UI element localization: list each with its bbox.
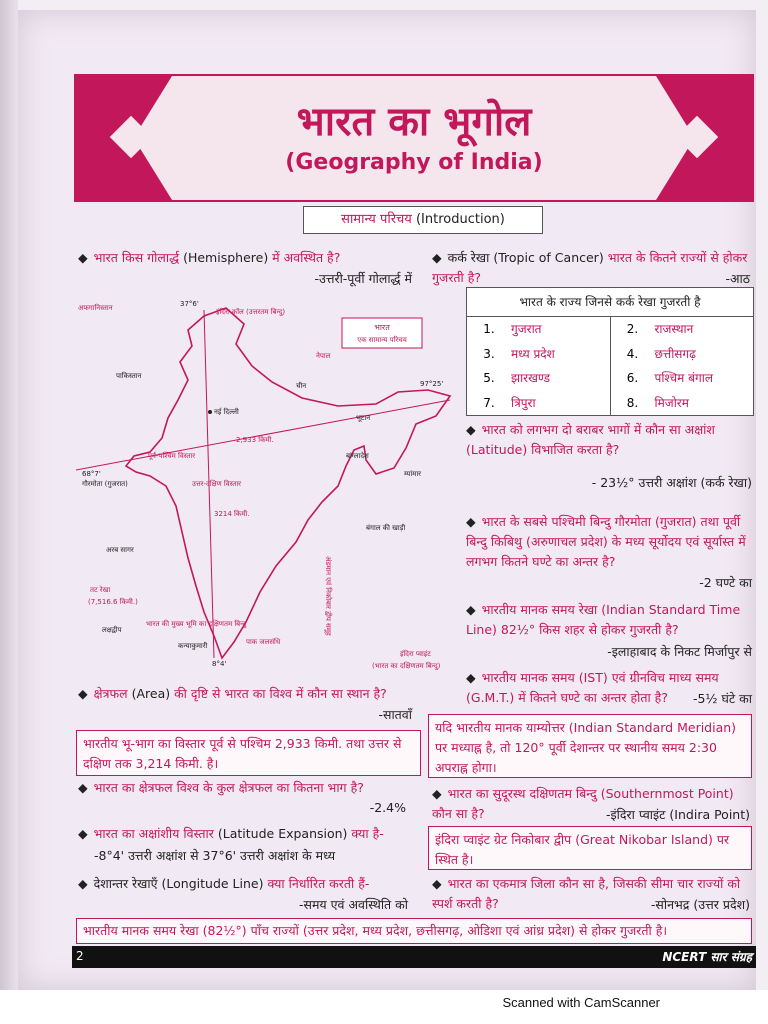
question-sonbhadra: ◆ भारत का एकमात्र जिला कौन सा है, जिसकी सीमा चार राज्यों को स्पर्श करती है? [432,876,741,911]
label-east: 97°25' [420,380,444,388]
question-southernmost: ◆ भारत का सुदूरस्थ दक्षिणतम बिन्दु (Southernmost Point) कौन सा है? [432,786,734,821]
question-ist-gmt: ◆ भारतीय मानक समय (IST) एवं ग्रीनविच माध्य समय (G.M.T.) में कितने घण्टे का अन्तर होता है? [466,670,719,705]
title-banner [74,74,754,202]
answer-southernmost: -इंदिरा प्वाइंट (Indira Point) [606,807,750,822]
label-afghan: अफगानिस्तान [78,304,113,312]
question-tropic: ◆ कर्क रेखा (Tropic of Cancer) भारत के कितने राज्यों से होकर गुजरती है? [432,250,748,285]
question-ist-line: ◆ भारतीय मानक समय रेखा (Indian Standard Time Line) 82½° किस शहर से होकर गुजरती है? [466,602,741,637]
question-longitude: ◆ देशान्तर रेखाएँ (Longitude Line) क्या निर्धारित करती हैं- [78,876,370,891]
answer-area-share: -2.4% [369,800,406,815]
map-title: भारत [374,323,390,332]
label-guj: गौरमोता (गुजरात) [82,480,128,488]
page-footer [72,946,756,968]
chapter-title: भारत का भूगोल [296,98,532,145]
label-lak: लक्षद्वीप [102,626,122,634]
india-map [76,296,454,686]
answer-divide: - 23½° उत्तरी अक्षांश (कर्क रेखा) [591,475,752,490]
tropic-states-table [466,287,754,416]
answer-latitude: -8°4' उत्तरी अक्षांश से 37°6' उत्तरी अक्षांश के मध्य [94,848,336,863]
delhi-dot [208,410,212,414]
label-bangla: बांग्लादेश [346,452,369,460]
question-latitude: ◆ भारत का अक्षांशीय विस्तार (Latitude Expansion) क्या है- [78,826,384,841]
question-sunrise: ◆ भारत के सबसे पश्चिमी बिन्दु गौरमोता (गुजरात) तथा पूर्वी बिन्दु किबिथु (अरुणाचल प्रदेश) के मध्य सूर्योदय एवं सूर्यास्त में लगभग कितने घण्टे का अन्तर है? [466,514,746,569]
label-ns: उत्तर-दक्षिण विस्तार [192,480,241,488]
label-bay: बंगाल की खाड़ी [366,524,406,532]
label-south: 8°4' [212,660,227,668]
question-divide: ◆ भारत को लगभग दो बराबर भागों में कौन सा अक्षांश (Latitude) विभाजित करता है? [466,422,715,457]
info-box-indira: इंदिरा प्वाइंट ग्रेट निकोबार द्वीप (Great Nikobar Island) पर स्थित है। [428,826,752,870]
label-myanmar: म्यांमार [404,470,422,478]
label-bhutan: भूटान [356,414,371,422]
chapter-subtitle: (Geography of India) [285,150,543,175]
question-area: ◆ क्षेत्रफल (Area) की दृष्टि से भारत का विश्व में कौन सा स्थान है? [78,686,387,701]
label-pak: पाकिस्तान [116,372,142,380]
answer-ist-gmt: -5½ घंटे का [692,691,752,706]
label-ew-val: 2,933 किमी. [236,436,274,444]
section-heading: सामान्य परिचय (Introduction) [303,206,543,234]
table-row: 1. गुजरात 2. राजस्थान [467,317,753,342]
scanner-watermark: Scanned with CamScanner [502,995,660,1010]
table-row: 3. मध्य प्रदेश 4. छत्तीसगढ़ [467,342,753,367]
info-box-ist-states: भारतीय मानक समय रेखा (82½°) पाँच राज्यों (उत्तर प्रदेश, मध्य प्रदेश, छत्तीसगढ़, ओडिशा एवं आंध्र प्रदेश) से होकर गुजरती है। [76,918,752,944]
map-subtitle: एक सामान्य परिचय [357,336,407,344]
label-north: 37°6' [180,300,199,308]
label-indira: इंदिरा प्वाइंट [400,650,431,658]
answer-tropic: -आठ [725,271,750,286]
label-andaman: अंडमान एवं निकोबार द्वीप समूह [324,556,332,636]
india-outline [126,308,450,658]
answer-area: -सातवाँ [378,707,412,722]
label-coast: तट रेखा [90,586,111,594]
label-china: चीन [296,382,307,390]
table-row: 5. झारखण्ड 6. पश्चिम बंगाल [467,366,753,391]
label-north-note: इंदिरा कॉल (उत्तरतम बिन्दु) [216,308,286,316]
label-ns-val: 3214 किमी. [214,510,250,518]
label-coast-val: (7,516.6 किमी.) [88,598,138,606]
question-area-share: ◆ भारत का क्षेत्रफल विश्व के कुल क्षेत्रफल का कितना भाग है? [78,780,364,795]
table-row: 7. त्रिपुरा 8. मिजोरम [467,391,753,416]
answer-ist-line: -इलाहाबाद के निकट मिर्जापुर से [607,644,752,659]
label-mainland: भारत की मुख्य भूमि का दक्षिणतम बिन्दु [146,620,247,628]
label-delhi: नई दिल्ली [214,408,239,416]
label-kanya: कन्याकुमारी [178,642,208,650]
ew-line [76,400,450,470]
answer-sunrise: -2 घण्टे का [699,575,752,590]
question-hemisphere: ◆ भारत किस गोलार्द्ध (Hemisphere) में अवस्थित है? [78,250,341,265]
label-palk: पाक जलसंधि [246,638,281,646]
label-ew: पूर्व-पश्चिम विस्तार [148,452,196,460]
answer-longitude: -समय एवं अवस्थिति को [298,897,408,912]
answer-sonbhadra: -सोनभद्र (उत्तर प्रदेश) [650,897,750,912]
answer-hemisphere: -उत्तरी-पूर्वी गोलार्द्ध में [314,271,412,286]
footer-brand: NCERT सार संग्रह [662,950,752,964]
page-number: 2 [76,949,84,963]
label-nepal: नेपाल [316,352,331,360]
book-spine [0,0,18,990]
label-west: 68°7' [82,470,101,478]
label-indira-note: (भारत का दक्षिणतम बिन्दु) [372,662,441,670]
table-header: भारत के राज्य जिनसे कर्क रेखा गुजरती है [467,288,753,317]
label-arab: अरब सागर [106,546,134,554]
info-box-extent: भारतीय भू-भाग का विस्तार पूर्व से पश्चिम 2,933 किमी. तथा उत्तर से दक्षिण तक 3,214 किमी. है। [76,730,421,776]
info-box-meridian: यदि भारतीय मानक याम्योत्तर (Indian Standard Meridian) पर मध्याह्न है, तो 120° पूर्वी देशान्तर पर स्थानीय समय 2:30 अपराह्न होगा। [428,714,752,778]
